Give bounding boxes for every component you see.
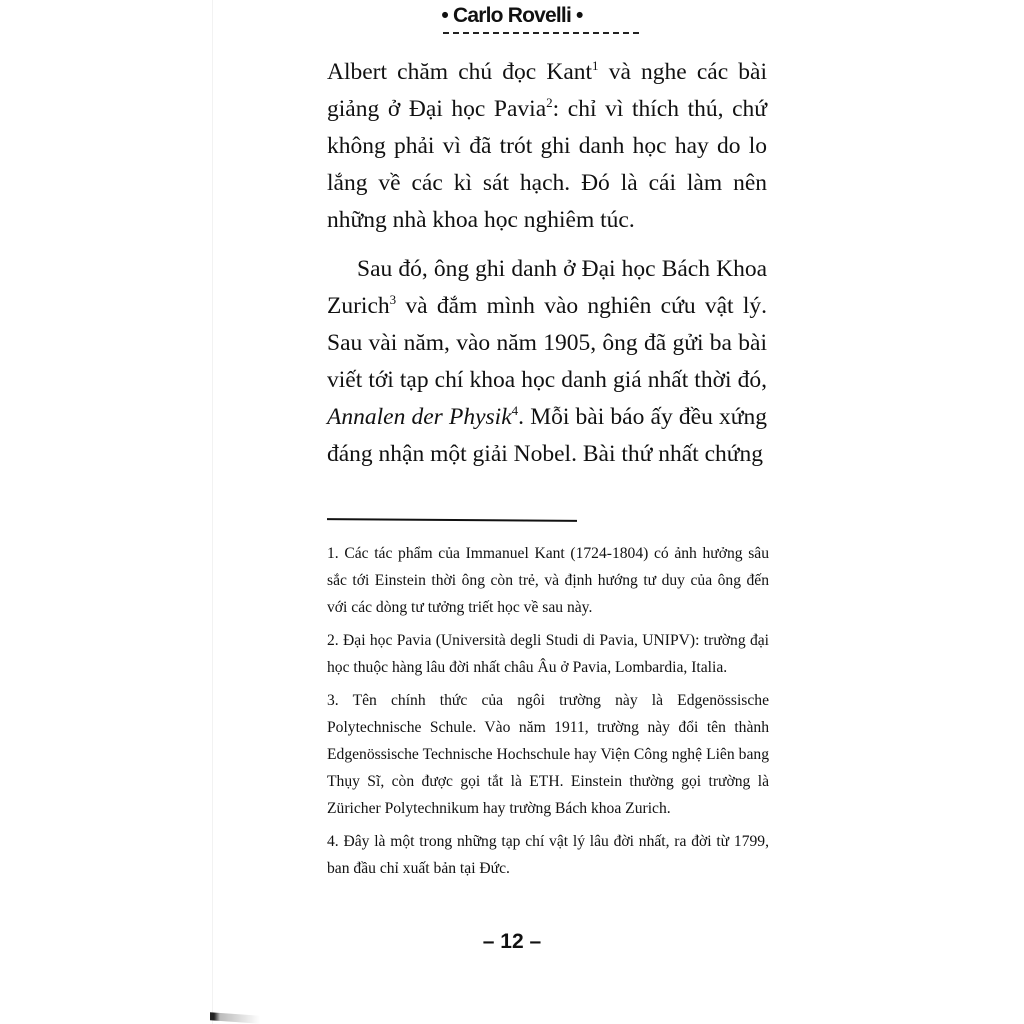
journal-title: Annalen der Physik <box>327 404 512 430</box>
footnote-4: 4. Đây là một trong những tạp chí vật lý lâu đời nhất, ra đời từ 1799, ban đầu chỉ xuất bản tại Đức. <box>327 833 769 877</box>
p1-text-c: : chỉ vì thích thú, chứ không phải vì đã trót ghi danh học hay do lo lắng về các kì sát hạch. Đó là cái làm nên những nhà khoa học nghiêm túc. <box>327 96 767 233</box>
page-edge <box>212 0 213 1024</box>
page-number: – 12 – <box>482 930 542 953</box>
scan-smudge <box>210 1012 260 1023</box>
paragraph-1 <box>327 54 767 239</box>
p1-text-b: và nghe các bài giảng ở Đại học Pavia <box>327 59 767 122</box>
running-header: • Carlo Rovelli • <box>441 4 583 27</box>
footnote-separator <box>327 518 577 522</box>
footnote-ref-3: 3 <box>389 292 397 308</box>
p2-text-a: Sau đó, ông ghi danh ở Đại học Bách Khoa Zurich <box>327 256 767 319</box>
body-text <box>327 54 767 473</box>
footnote-ref-4: 4 <box>511 403 519 419</box>
footnote-ref-2: 2 <box>546 95 553 111</box>
p2-text-c: . Mỗi bài báo ấy đều xứng đáng nhận một giải Nobel. Bài thứ nhất chứng <box>327 404 767 467</box>
p2-text-b: và đắm mình vào nghiên cứu vật lý. Sau vài năm, vào năm 1905, ông đã gửi ba bài viết tới tạp chí khoa học danh giá nhất thời đó, <box>327 293 767 393</box>
p1-text-a: Albert chăm chú đọc Kant <box>327 59 593 85</box>
footnotes <box>327 540 769 888</box>
footnote-3: 3. Tên chính thức của ngôi trường này là Edgenössische Polytechnische Schule. Vào năm 1911, trường này đổi tên thành Edgenössische Technische Hochschule hay Viện Công nghệ Liên bang Thụy Sĩ, còn được gọi tắt là ETH. Einstein thường gọi trường là Züricher Polytechnikum hay trường Bách khoa Zurich. <box>327 692 769 817</box>
paragraph-2 <box>327 251 767 473</box>
header-dashed-rule <box>443 32 639 34</box>
footnote-1: 1. Các tác phẩm của Immanuel Kant (1724-1804) có ảnh hưởng sâu sắc tới Einstein thời ông còn trẻ, và định hướng tư duy của ông đến với các dòng tư tưởng triết học về sau này. <box>327 545 769 616</box>
footnote-ref-1: 1 <box>592 58 599 74</box>
footnote-2: 2. Đại học Pavia (Università degli Studi di Pavia, UNIPV): trường đại học thuộc hàng lâu đời nhất châu Âu ở Pavia, Lombardia, Italia. <box>327 632 769 676</box>
